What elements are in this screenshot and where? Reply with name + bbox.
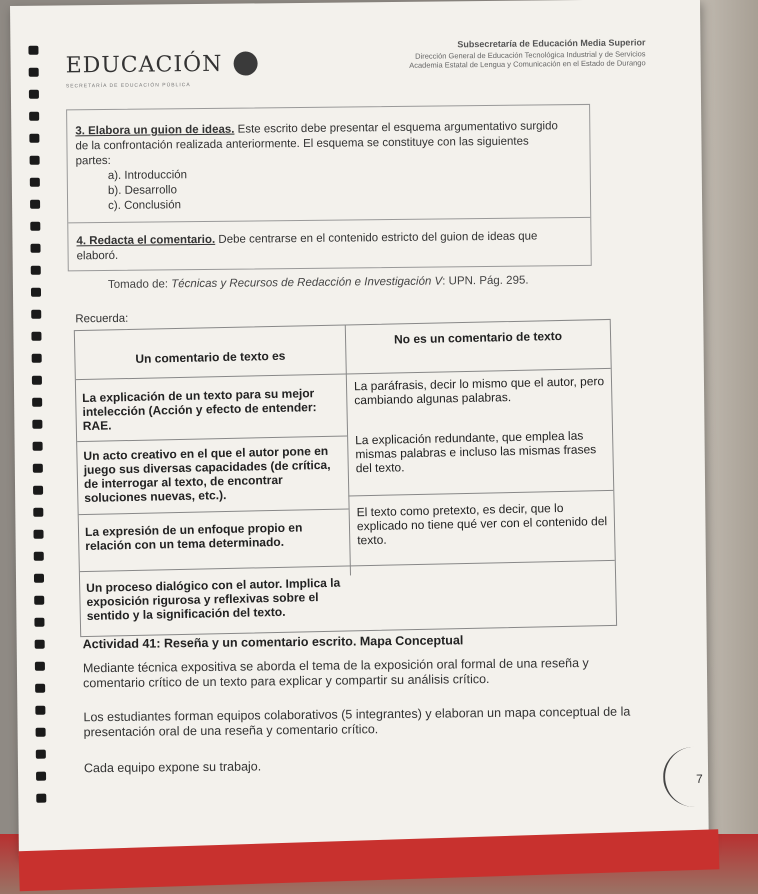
step4-text-2: elaboró. xyxy=(76,249,119,263)
table-row-left-3: La expresión de un enfoque propio en relación con un tema determinado. xyxy=(84,520,303,553)
activity-paragraph-3: Cada equipo expone su trabajo. xyxy=(83,759,262,776)
step4-title: 4. Redacta el comentario. xyxy=(76,233,216,248)
table-row-right-2: La explicación redundante, que emplea las mismas palabras e incluso las mismas frases del texto. xyxy=(355,428,597,476)
subsecretaria-title: Subsecretaría de Educación Media Superior xyxy=(457,37,646,50)
activity-title: Actividad 41: Reseña y un comentario escrito. Mapa Conceptual xyxy=(82,633,464,652)
page-number: 7 xyxy=(696,771,703,786)
table-row-left-2: Un acto creativo en el que el autor pone en juego sus diversas capacidades (de crítica, de interrogar al texto, de encontrar soluciones nuevas, etc.). xyxy=(83,443,331,505)
table-row-left-4: Un proceso dialógico con el autor. Implica la exposición rigurosa y reflexivas sobre el sentido y la significación del texto. xyxy=(86,575,341,623)
document-page xyxy=(10,0,709,856)
page-corner-curve xyxy=(663,747,726,808)
part-b: b). Desarrollo xyxy=(107,184,178,197)
step4-text-1: Debe centrarse en el contenido estricto del guion de ideas que xyxy=(215,230,538,246)
step3-text-2: de la confrontación realizada anteriormente. El esquema se constituye con las siguientes xyxy=(75,135,529,153)
document-header xyxy=(65,39,645,95)
table-header-right: No es un comentario de texto xyxy=(393,328,563,347)
step3-title: 3. Elabora un guion de ideas. xyxy=(75,123,235,138)
academia-line: Academia Estatal de Lengua y Comunicación en el Estado de Durango xyxy=(409,58,646,70)
step3-text-1: Este escrito debe presentar el esquema argumentativo surgido xyxy=(234,120,558,136)
part-c: c). Conclusión xyxy=(108,199,182,212)
comparison-table xyxy=(74,319,617,637)
part-a: a). Introducción xyxy=(107,169,188,182)
activity-paragraph-2: Los estudiantes forman equipos colaborativos (5 integrantes) y elaboran un mapa conceptual de la presentación oral de una reseña y comentario crítico. xyxy=(83,704,631,740)
source-caption: Tomado de: Técnicas y Recursos de Redacción e Investigación V: UPN. Pág. 295. xyxy=(107,274,529,291)
table-row-right-1: La paráfrasis, decir lo mismo que el autor, pero cambiando algunas palabras. xyxy=(353,374,605,408)
spiral-binding-holes xyxy=(24,46,50,826)
dgeti-seal-icon xyxy=(233,51,257,75)
activity-paragraph-1: Mediante técnica expositiva se aborda el tema de la exposición oral formal de una reseña y comentario crítico de un texto para explicar y compartir su análisis crítico. xyxy=(82,655,589,691)
table-row-left-1: La explicación de un texto para su mejor intelección (Acción y efecto de entender: RAE. xyxy=(82,386,317,434)
logo-subtitle: SECRETARÍA DE EDUCACIÓN PÚBLICA xyxy=(65,82,191,90)
table-row-right-3: El texto como pretexto, es decir, que lo explicado no tiene qué ver con el contenido del texto. xyxy=(356,500,608,548)
steps-box xyxy=(66,104,592,271)
source-book-title: Técnicas y Recursos de Redacción e Investigación V xyxy=(171,275,443,291)
table-header-left: Un comentario de texto es xyxy=(135,348,286,366)
box-divider xyxy=(68,217,590,223)
education-logo: EDUCACIÓN xyxy=(65,51,223,79)
step3-text-3: partes: xyxy=(75,154,111,168)
direccion-line: Dirección General de Educación Tecnológica Industrial y de Servicios xyxy=(415,49,646,61)
recuerda-label: Recuerda: xyxy=(75,312,129,326)
